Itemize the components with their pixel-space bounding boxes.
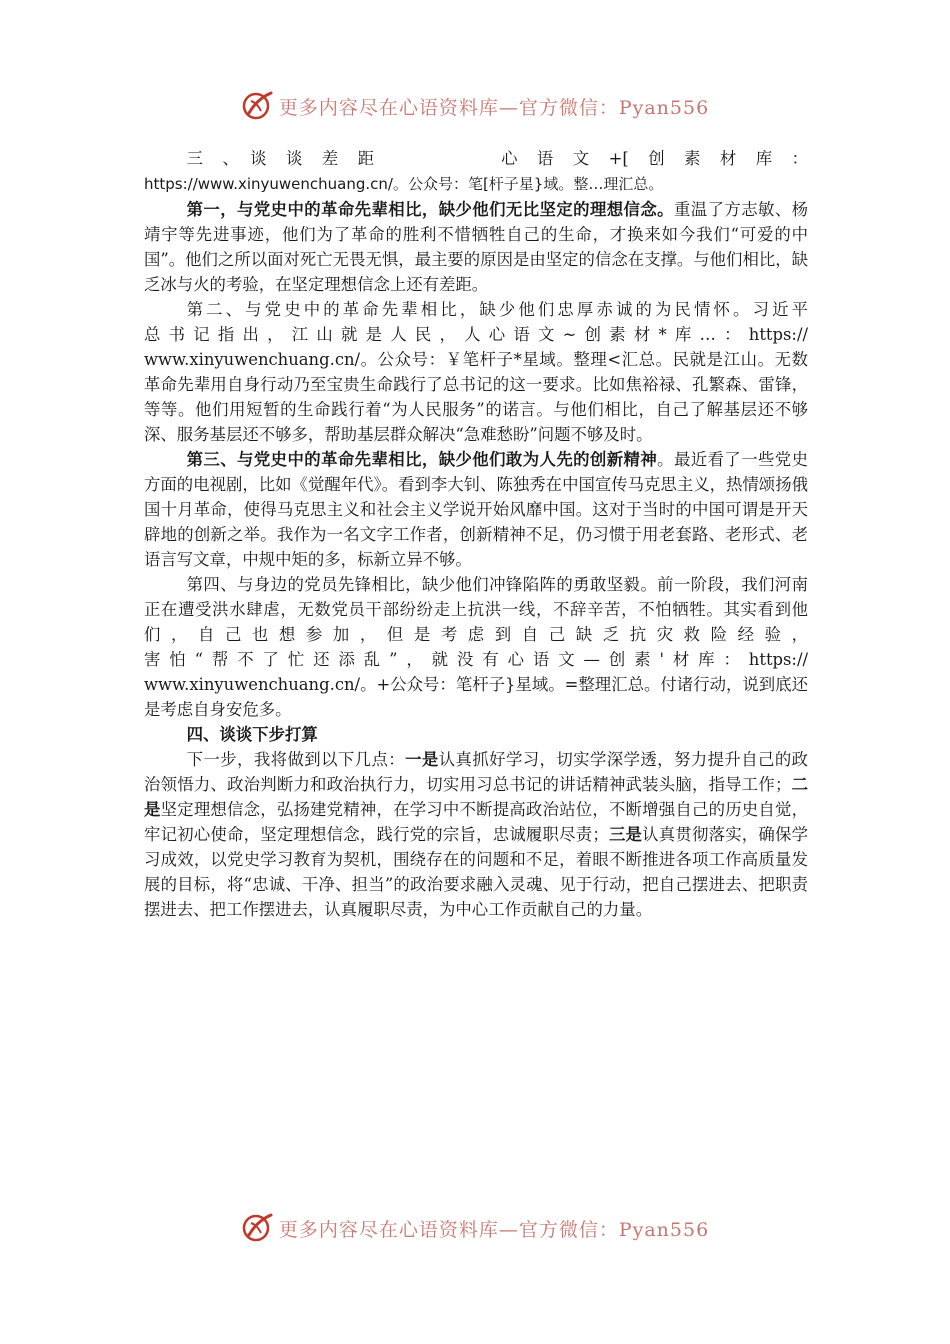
point-three-label: 三是 [608,825,643,844]
banner-text: 更多内容尽在心语资料库—官方微信：Pyan556 [278,1218,710,1241]
paragraph-second-line2: 总书记指出，江山就是人民，人心语文~创素材*库…：https:// [144,325,808,344]
point-one-label: 一是 [405,750,439,769]
point-two-label: 二是 [144,775,809,819]
paragraph-fourth-rest: www.xinyuwenchuang.cn/。+公众号：笔杆子}星域。=整理汇总。付诸行动，说到底还是考虑自身安危多。 [144,675,808,719]
section-three-title: 三 、 谈 谈 差 距 心 语 文 +[ 创 素 材 库 ： [186,149,808,168]
paragraph-fifth-intro: 下一步，我将做到以下几点： [186,750,406,769]
paragraph-third-text: 。最近看了一些党史方面的电视剧，比如《觉醒年代》。看到李大钊、陈独秀在中国宣传马克思主义，热情颂扬俄国十月革命，使得马克思主义和社会主义学说开始风靡中国。这对于当时的中国可谓是开天辟地的创新之举。我作为一名文字工作者，创新精神不足，仍习惯于用老套路、老形式、老语言写文章，中规中矩的多，标新立异不够。 [144,450,809,569]
banner-text: 更多内容尽在心语资料库—官方微信：Pyan556 [278,96,710,119]
brand-logo-icon [241,1211,275,1245]
section-three-source-text: https://www.xinyuwenchuang.cn/。公众号：笔[杆子星}域。整…理汇总。 [144,175,664,193]
paragraph-fourth: 第四、与身边的党员先锋相比，缺少他们冲锋陷阵的勇敢坚毅。前一阶段，我们河南正在遭受洪水肆虐，无数党员干部纷纷走上抗洪一线，不辞辛苦，不怕牺牲。其实看到他们，自己也想参加，但是考虑到自己缺乏抗灾救险经验， [144,575,808,644]
point-three-text: 认真贯彻落实，确保学习成效，以党史学习教育为契机，围绕存在的问题和不足，着眼不断推进各项工作高质量发展的目标，将“忠诚、干净、担当”的政治要求融入灵魂、见于行动，把自己摆进去、把职责摆进去、把工作摆进去，认真履职尽责，为中心工作贡献自己的力量。 [144,825,809,919]
footer-banner [0,1208,950,1248]
paragraph-first [144,197,808,297]
point-one-text: 认真抓好学习，切实学深学透，努力提升自己的政治领悟力、政治判断力和政治执行力，切实用习总书记的讲话精神武装头脑，指导工作； [144,750,809,794]
section-four-title [144,722,808,747]
document-body [144,146,808,922]
paragraph-fifth [144,747,808,922]
paragraph-third [144,447,808,572]
section-three-source [144,171,808,197]
header-banner [0,86,950,126]
paragraph-first-text: 重温了方志敏、杨靖宇等先进事迹，他们为了革命的胜利不惜牺牲自己的生命，才换来如今我们“可爱的中国”。他们之所以面对死亡无畏无惧，最主要的原因是由坚定的信念在支撑。与他们相比，缺乏冰与火的考验，在坚定理想信念上还有差距。 [144,200,809,294]
paragraph-fourth-line: 害怕“帮不了忙还添乱”，就没有心语文—创素'材库：https:// [144,650,808,669]
paragraph-first-lead: 第一，与党史中的革命先辈相比，缺少他们无比坚定的理想信念。 [186,200,674,219]
point-two-text: 坚定理想信念，弘扬建党精神，在学习中不断提高政治站位，不断增强自己的历史自觉，牢记初心使命，坚定理想信念，践行党的宗旨，忠诚履职尽责； [144,800,809,844]
paragraph-third-lead: 第三、与党史中的革命先辈相比，缺少他们敢为人先的创新精神 [186,450,658,469]
paragraph-second-line1: 第二、与党史中的革命先辈相比，缺少他们忠厚赤诚的为民情怀。习近平 [186,300,808,319]
section-four-title-text: 四、谈谈下步打算 [186,725,318,744]
paragraph-second-rest: www.xinyuwenchuang.cn/。公众号：￥笔杆子*星域。整理<汇总。民就是江山。无数革命先辈用自身行动乃至宝贵生命践行了总书记的这一要求。比如焦裕禄、孔繁森、雷锋，等等。他们用短暂的生命践行着“为人民服务”的诺言。与他们相比，自己了解基层还不够深、服务基层还不够多，帮助基层群众解决“急难愁盼”问题不够及时。 [144,350,808,444]
brand-logo-icon [241,89,275,123]
